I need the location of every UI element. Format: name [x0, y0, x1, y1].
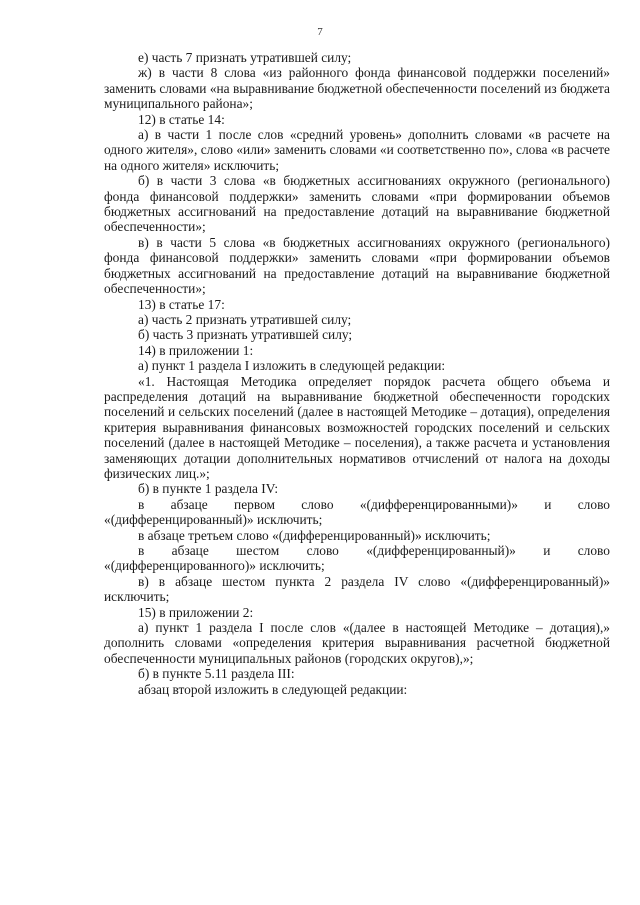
paragraph: 14) в приложении 1: [138, 342, 254, 358]
paragraph: а) в части 1 после слов «средний уровень» дополнить словами «в расчете на одного жителя», слово «или» заменить словами «и соответственно по», слова «в расчете на одного жителя» исключить; [104, 127, 610, 173]
paragraph: б) в части 3 слова «в бюджетных ассигнованиях окружного (регионального) фонда финансовой поддержки» заменить словами «при формировании объемов бюджетных ассигнований на предоставление дотаций на выравнивание бюджетной обеспеченности»; [104, 173, 610, 235]
paragraph: в абзаце шестом слово «(дифференцированный)» и слово «(дифференцированного)» исключить; [104, 543, 610, 574]
paragraph: абзац второй изложить в следующей редакции: [138, 681, 408, 697]
document-body [104, 50, 610, 697]
paragraph: а) часть 2 признать утратившей силу; [138, 311, 352, 327]
page-number: 7 [317, 26, 323, 38]
paragraph: 12) в статье 14: [138, 111, 225, 127]
paragraph: а) пункт 1 раздела I изложить в следующей редакции: [138, 358, 446, 374]
paragraph: 13) в статье 17: [138, 296, 225, 312]
paragraph: в) в части 5 слова «в бюджетных ассигнованиях окружного (регионального) фонда финансовой поддержки» заменить словами «при формировании объемов бюджетных ассигнований на предоставление дотаций на выравнивание бюджетной обеспеченности»; [104, 234, 610, 297]
paragraph: 15) в приложении 2: [138, 604, 254, 620]
paragraph: в) в абзаце шестом пункта 2 раздела IV слово «(дифференцированный)» исключить; [104, 573, 610, 605]
paragraph: б) часть 3 признать утратившей силу; [138, 327, 353, 343]
paragraph: б) в пункте 5.11 раздела III: [138, 666, 295, 682]
paragraph: б) в пункте 1 раздела IV: [138, 481, 279, 497]
paragraph: ж) в части 8 слова «из районного фонда финансовой поддержки поселений» заменить словами «на выравнивание бюджетной обеспеченности поселений из бюджета муниципального района»; [104, 65, 610, 112]
paragraph: а) пункт 1 раздела I после слов «(далее в настоящей Методике – дотация),» дополнить словами «определения критерия выравнивания расчетной бюджетной обеспеченности муниципальных районов (городских округов),»; [104, 620, 610, 666]
paragraph: «1. Настоящая Методика определяет порядок расчета общего объема и распределения дотаций на выравнивание бюджетной обеспеченности городских поселений и сельских поселений (далее в настоящей Методике – дотация), определения критерия выравнивания финансовых возможностей городских поселений и сельских поселений (далее в настоящей Методике – поселения), а также расчета и установления заменяющих дотации дополнительных нормативов отчислений от налога на доходы физических лиц.»; [104, 373, 610, 481]
paragraph: е) часть 7 признать утратившей силу; [138, 50, 352, 65]
paragraph: в абзаце первом слово «(дифференцированными)» и слово «(дифференцированный)» исключить; [104, 496, 610, 528]
paragraph: в абзаце третьем слово «(дифференцированный)» исключить; [138, 527, 491, 543]
